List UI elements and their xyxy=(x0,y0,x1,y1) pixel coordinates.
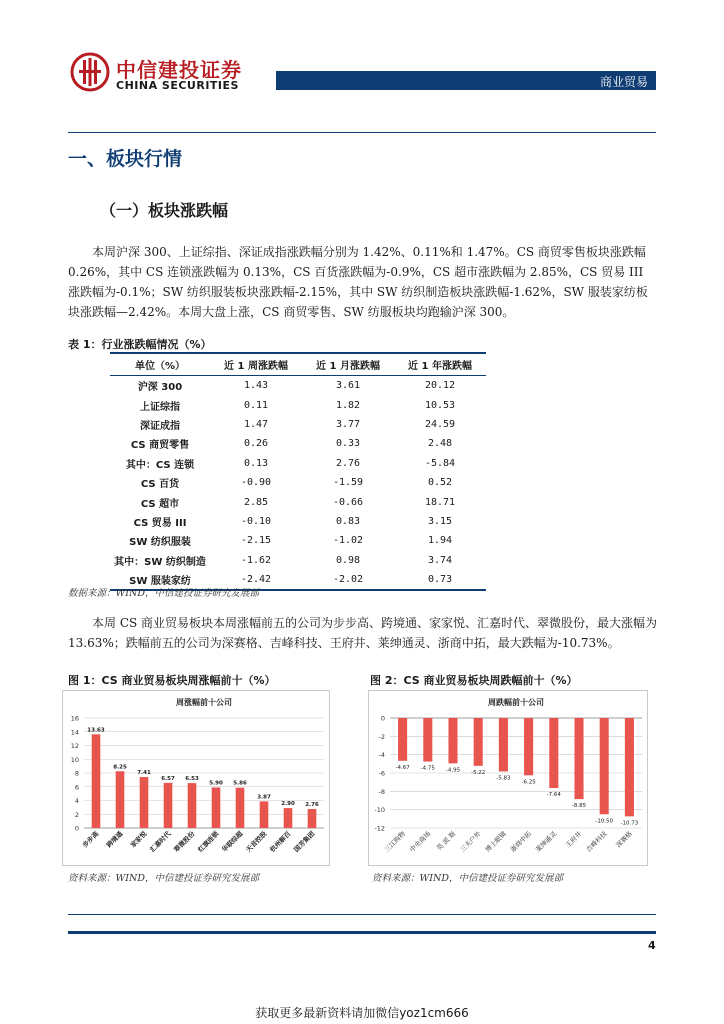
category-label: 莱绅通灵 xyxy=(534,829,559,854)
company-logo-icon xyxy=(70,52,110,92)
category-label: 跨境通 xyxy=(104,829,125,850)
table-row xyxy=(110,473,486,492)
y-tick-label: 12 xyxy=(70,742,79,750)
bar-value-label: 8.25 xyxy=(113,764,127,771)
bar xyxy=(164,783,173,828)
table-cell: 3.77 xyxy=(335,418,361,430)
category-label: 天音控股 xyxy=(244,829,269,854)
table-cell: -1.02 xyxy=(332,535,364,547)
category-label: 华联综超 xyxy=(220,829,245,854)
bar-value-label: -8.85 xyxy=(571,803,587,810)
brand-name-en: CHINA SECURITIES xyxy=(116,79,239,92)
footer-divider-thick xyxy=(68,931,656,934)
category-label: 杭州解百 xyxy=(268,829,293,854)
y-tick-label: 0 xyxy=(74,824,79,833)
bar xyxy=(140,777,149,828)
table-cell: -0.66 xyxy=(332,496,364,508)
table-cell: 1.43 xyxy=(243,380,269,392)
bar xyxy=(448,718,457,763)
sub-section-title: （一）板块涨跌幅 xyxy=(100,201,229,220)
table-cell: 1.47 xyxy=(243,418,269,430)
table-cell: 0.98 xyxy=(335,554,361,566)
category-label: 英 派 斯 xyxy=(435,829,458,853)
bar xyxy=(308,809,317,828)
paragraph-text: 本周沪深 300、上证综指、深证成指涨跌幅分别为 1.42%、0.11%和 1.47%。CS 商贸零售板块涨跌幅 0.26%，其中 CS 连锁涨跌幅为 0.13%，CS 百货涨跌幅为-0.9%，CS 超市涨跌幅为 2.85%，CS 贸易 III 涨跌幅为-0.1%；SW 纺织服装板块涨跌幅-2.15%，其中 SW 纺织制造板块涨跌幅-1.62%，SW 服装家纺板块涨跌幅—2.42%。本周大盘上涨，CS 商贸零售、SW 纺服板块均跑输沪深 300。 xyxy=(68,245,648,319)
y-tick-label: 14 xyxy=(70,728,79,737)
table-cell: -0.90 xyxy=(240,477,272,489)
chart-title: 周跌幅前十公司 xyxy=(488,698,544,707)
bar-value-label: -4.67 xyxy=(395,764,410,771)
category-label: 浙商中拓 xyxy=(508,829,534,854)
table-cell: 18.71 xyxy=(424,496,456,508)
y-tick-label: 8 xyxy=(74,769,79,778)
table-row-label: CS 百货 xyxy=(140,479,180,491)
bar-value-label: -5.83 xyxy=(496,775,511,782)
table-cell: -0.10 xyxy=(240,515,272,527)
bar xyxy=(423,718,432,762)
bar-value-label: -6.25 xyxy=(521,779,536,786)
table-row-label: 其中：SW 纺织制造 xyxy=(114,556,206,568)
category-label: 翠微股份 xyxy=(172,829,197,854)
bar-value-label: -7.64 xyxy=(546,792,561,799)
category-label: 王府井 xyxy=(563,829,584,850)
table-row xyxy=(110,434,486,453)
table-header-cell: 单位（%） xyxy=(110,353,210,376)
figure2-caption: 图 2：CS 商业贸易板块周跌幅前十（%） xyxy=(370,674,578,687)
bar-value-label: 3.87 xyxy=(257,794,271,801)
industry-tag: 商业贸易 xyxy=(599,75,648,89)
y-tick-label: 0 xyxy=(380,714,385,723)
y-tick-label: -10 xyxy=(374,806,385,815)
bar-value-label: -10.50 xyxy=(595,818,614,825)
table-cell: 1.94 xyxy=(427,535,453,547)
y-tick-label: 10 xyxy=(70,755,79,764)
table-row-label: CS 超市 xyxy=(140,498,180,510)
bar xyxy=(625,718,634,816)
table-source-note: 数据来源：WIND，中信建投证券研究发展部 xyxy=(68,588,259,599)
table-cell: 2.48 xyxy=(427,438,453,450)
bar xyxy=(600,718,609,814)
table-cell: 0.73 xyxy=(394,570,486,590)
header-divider xyxy=(68,132,656,133)
table-cell: 0.52 xyxy=(427,477,453,489)
category-label: 三夫户外 xyxy=(458,829,483,854)
bar-value-label: 7.41 xyxy=(137,770,151,777)
bar-value-label: -4.95 xyxy=(445,767,461,774)
bar xyxy=(524,718,533,775)
bar-value-label: -10.73 xyxy=(620,820,639,827)
table-cell: 10.53 xyxy=(424,399,456,411)
bar xyxy=(398,718,407,761)
category-label: 中央商场 xyxy=(408,829,433,854)
figure1-source-note: 资料来源：WIND，中信建投证券研究发展部 xyxy=(68,873,259,884)
y-tick-label: -8 xyxy=(378,787,385,796)
table-cell: -5.84 xyxy=(424,457,456,469)
table-cell: 3.74 xyxy=(427,554,453,566)
category-label: 博士眼镜 xyxy=(483,829,508,854)
category-label: 汇嘉时代 xyxy=(148,829,173,854)
top-gainers-chart xyxy=(62,690,330,866)
industry-change-table xyxy=(110,352,486,591)
table-cell: -2.15 xyxy=(240,535,272,547)
table-row-label: 沪深 300 xyxy=(137,382,183,394)
top-losers-chart xyxy=(368,690,648,866)
table-row-label: 其中：CS 连锁 xyxy=(125,459,195,471)
watermark-text: 获取更多最新资料请加微信yoz1cm666 xyxy=(255,1006,469,1020)
footer-divider xyxy=(68,914,656,915)
table-cell: 1.82 xyxy=(335,399,361,411)
brand-name-cn: 中信建投证券 xyxy=(116,58,242,82)
table-caption: 表 1：行业涨跌幅情况（%） xyxy=(68,338,212,351)
bar xyxy=(260,801,269,828)
bar xyxy=(549,718,558,788)
paragraph-text: 本周 CS 商业贸易板块本周涨幅前五的公司为步步高、跨境通、家家悦、汇嘉时代、翠微股份，最大涨幅为 13.63%；跌幅前五的公司为深赛格、吉峰科技、王府井、莱绅通灵、浙商中拓，最大跌幅为-10.73%。 xyxy=(68,616,658,650)
table-cell: 2.85 xyxy=(243,496,269,508)
bar xyxy=(574,718,583,799)
figure1-caption: 图 1：CS 商业贸易板块周涨幅前十（%） xyxy=(68,674,276,687)
table-header-cell: 近 1 月涨跌幅 xyxy=(302,353,394,376)
bar xyxy=(188,783,197,828)
category-label: 国芳集团 xyxy=(292,829,317,854)
bar-value-label: -4.75 xyxy=(420,765,435,772)
page-number: 4 xyxy=(648,939,656,952)
table-cell: 24.59 xyxy=(424,418,456,430)
y-tick-label: -12 xyxy=(374,824,385,833)
table-row xyxy=(110,492,486,511)
bar xyxy=(92,734,101,828)
table-cell: -2.42 xyxy=(210,570,302,590)
bar xyxy=(499,718,508,771)
bar-value-label: 13.63 xyxy=(87,727,105,734)
table-cell: 0.33 xyxy=(335,438,361,450)
table-cell: -1.62 xyxy=(240,554,272,566)
figure2-source-note: 资料来源：WIND，中信建投证券研究发展部 xyxy=(372,873,563,884)
y-tick-label: -6 xyxy=(378,769,385,778)
table-row xyxy=(110,376,486,396)
category-label: 深赛格 xyxy=(614,829,634,850)
category-label: 三江购物 xyxy=(382,829,408,854)
bar xyxy=(212,787,221,828)
table-cell: -2.02 xyxy=(302,570,394,590)
y-tick-label: 4 xyxy=(74,797,79,805)
table-row xyxy=(110,531,486,550)
bar xyxy=(236,788,245,828)
bar xyxy=(116,771,125,828)
table-header-row xyxy=(110,353,486,376)
bar xyxy=(474,718,483,766)
table-cell: 3.61 xyxy=(335,380,361,392)
bar-value-label: -5.22 xyxy=(471,769,486,776)
table-cell: 0.11 xyxy=(243,399,269,411)
table-row-label: SW 服装家纺 xyxy=(110,570,210,590)
table-row xyxy=(110,415,486,434)
y-tick-label: 16 xyxy=(70,714,79,723)
bar-value-label: 2.90 xyxy=(281,801,295,808)
y-tick-label: 2 xyxy=(74,810,79,819)
paragraph-top-movers xyxy=(68,613,658,653)
category-label: 红旗连锁 xyxy=(196,829,221,854)
header-bar xyxy=(276,71,656,90)
table-row-label: SW 纺织服装 xyxy=(129,537,191,549)
paragraph-market-summary xyxy=(68,242,658,322)
bar-value-label: 6.53 xyxy=(185,776,199,783)
table-header-cell: 近 1 年涨跌幅 xyxy=(394,353,486,376)
table-cell: 0.26 xyxy=(243,438,269,450)
bar-value-label: 6.57 xyxy=(161,775,175,782)
y-tick-label: -4 xyxy=(378,751,385,760)
table-row-label: 深证成指 xyxy=(140,420,180,432)
table-cell: 3.15 xyxy=(427,515,453,527)
table-row-label: CS 贸易 III xyxy=(133,517,187,529)
table-row-label: 上证综指 xyxy=(140,401,180,413)
category-label: 家家悦 xyxy=(128,829,149,850)
bar xyxy=(284,808,293,828)
table-row xyxy=(110,395,486,414)
table-row-label: CS 商贸零售 xyxy=(130,440,190,452)
table-row xyxy=(110,551,486,570)
bar-value-label: 2.76 xyxy=(305,802,319,809)
category-label: 步步高 xyxy=(80,829,101,850)
y-tick-label: 6 xyxy=(74,783,79,792)
chart-title: 周涨幅前十公司 xyxy=(176,698,232,707)
table-cell: -1.59 xyxy=(332,477,364,489)
y-tick-label: -2 xyxy=(378,732,385,741)
table-cell: 0.13 xyxy=(243,457,269,469)
table-cell: 20.12 xyxy=(424,380,456,392)
table-cell: 0.83 xyxy=(335,515,361,527)
table-cell: 2.76 xyxy=(335,457,361,469)
bar-value-label: 5.90 xyxy=(209,780,223,787)
table-row xyxy=(110,512,486,531)
bar-value-label: 5.86 xyxy=(233,780,247,787)
section-title: 一、板块行情 xyxy=(68,148,183,170)
table-row xyxy=(110,454,486,473)
category-label: 吉峰科技 xyxy=(584,829,609,854)
table-header-cell: 近 1 周涨跌幅 xyxy=(210,353,302,376)
